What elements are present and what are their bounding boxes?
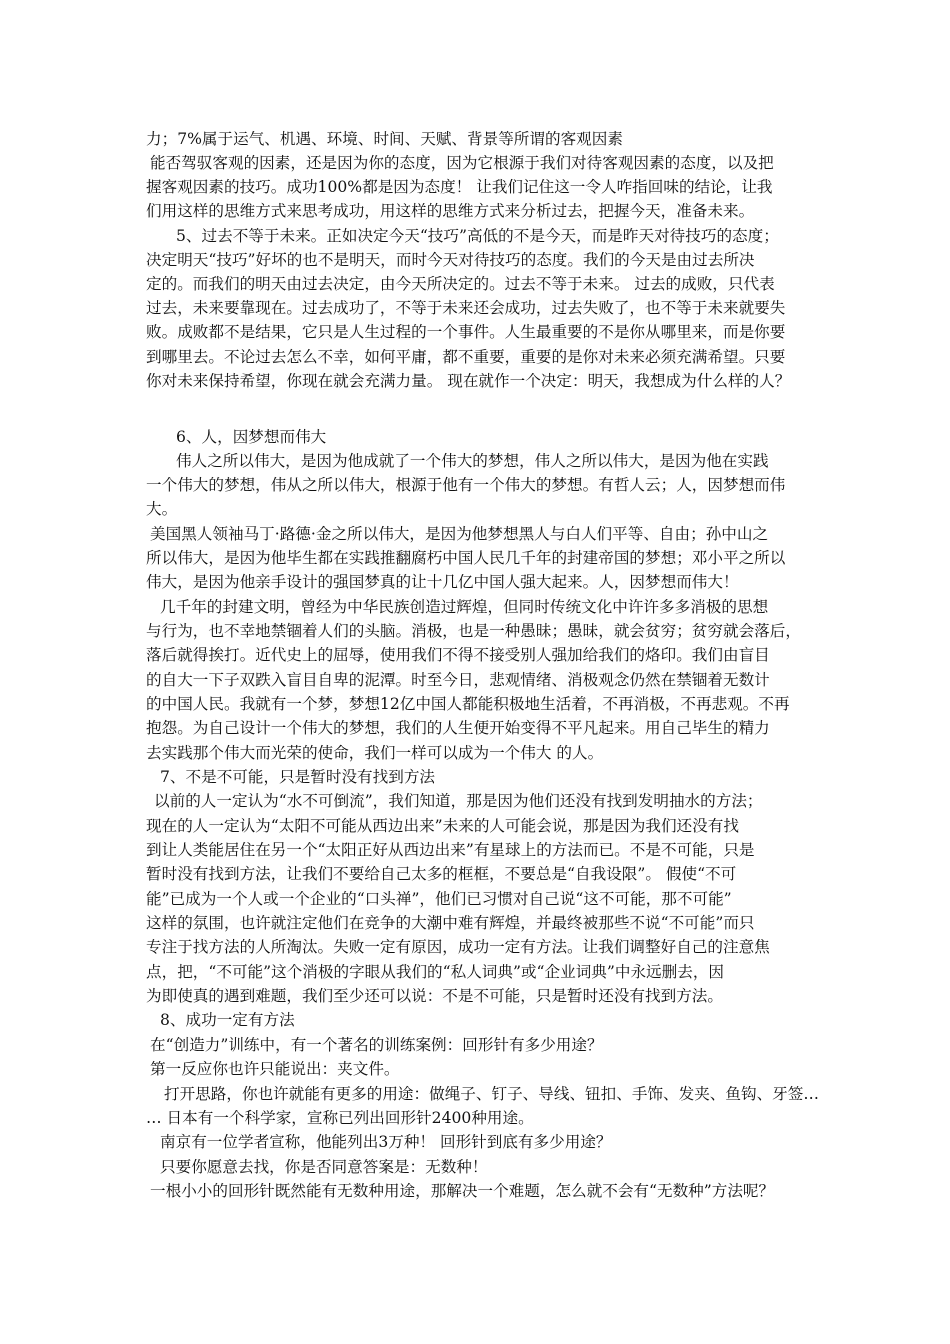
text-line: 能否驾驭客观的因素，还是因为你的态度，因为它根源于我们对待客观因素的态度，以及把 (150, 154, 774, 172)
text-line: 的中国人民。我就有一个梦，梦想12亿中国人都能积极地生活着，不再消极，不再悲观。不再 (146, 695, 790, 713)
text-line: 第一反应你也许只能说出：夹文件。 (150, 1060, 400, 1078)
text-line: 打开思路，你也许就能有更多的用途：做绳子、钉子、导线、钮扣、手饰、发夹、鱼钩、牙签… (164, 1085, 819, 1103)
section-5-heading: 5、过去不等于未来。正如决定今天“技巧”高低的不是今天，而是昨天对待技巧的态度； (176, 227, 779, 245)
text-line: 美国黑人领袖马丁·路德·金之所以伟大，是因为他梦想黑人与白人们平等、自由；孙中山之 (150, 525, 769, 543)
section-6-heading: 6、人，因梦想而伟大 (176, 428, 327, 446)
text-line: 暂时没有找到方法，让我们不要给自己太多的框框，不要总是“自我设限”。 假使“不可 (146, 865, 737, 883)
text-line: 力；7%属于运气、机遇、环境、时间、天赋、背景等所谓的客观因素 (146, 130, 623, 148)
section-7-heading: 7、不是不可能，只是暂时没有找到方法 (160, 768, 436, 786)
text-line: 为即使真的遇到难题，我们至少还可以说：不是不可能，只是暂时还没有找到方法。 (146, 987, 723, 1005)
text-line: 们用这样的思维方式来思考成功，用这样的思维方式来分析过去，把握今天，准备未来。 (146, 202, 755, 220)
text-line: 这样的氛围，也许就注定他们在竞争的大潮中难有辉煌，并最终被那些不说“不可能”而只 (146, 914, 755, 932)
section-8-heading: 8、成功一定有方法 (160, 1011, 295, 1029)
text-line: 大。 (146, 500, 178, 518)
text-line: 的自大一下子双跌入盲目自卑的泥潭。时至今日，悲观情绪、消极观念仍然在禁锢着无数计 (146, 671, 770, 689)
text-line: 几千年的封建文明，曾经为中华民族创造过辉煌，但同时传统文化中许许多多消极的思想 (160, 598, 769, 616)
text-line: 到让人类能居住在另一个“太阳正好从西边出来”有星球上的方法而已。不是不可能，只是 (146, 841, 755, 859)
text-line: 在“创造力”训练中，有一个著名的训练案例：回形针有多少用途？ (150, 1036, 603, 1054)
text-line: 你对未来保持希望，你现在就会充满力量。 现在就作一个决定：明天，我想成为什么样的人？ (146, 372, 791, 390)
text-line: 决定明天“技巧”好坏的也不是明天，而时今天对待技巧的态度。我们的今天是由过去所决 (146, 251, 755, 269)
text-line: 伟大，是因为他亲手设计的强国梦真的让十几亿中国人强大起来。人，因梦想而伟大！ (146, 573, 739, 591)
text-line: 到哪里去。不论过去怎么不幸，如何平庸，都不重要，重要的是你对未来必须充满希望。只要 (146, 348, 786, 366)
text-line: 一个伟大的梦想，伟从之所以伟大，根源于他有一个伟大的梦想。有哲人云；人，因梦想而伟 (146, 476, 786, 494)
text-line: 专注于找方法的人所淘汰。失败一定有原因，成功一定有方法。让我们调整好自己的注意焦 (146, 938, 770, 956)
text-line: 点，把，“不可能”这个消极的字眼从我们的“私人词典”或“企业词典”中永远删去，因 (146, 963, 725, 981)
text-line: 握客观因素的技巧。成功100%都是因为态度！ 让我们记住这一令人咋指回味的结论，让我 (146, 178, 773, 196)
text-line: 所以伟大，是因为他毕生都在实践推翻腐朽中国人民几千年的封建帝国的梦想；邓小平之所以 (146, 549, 786, 567)
text-line: 抱怨。为自己设计一个伟大的梦想，我们的人生便开始变得不平凡起来。用自己毕生的精力 (146, 719, 770, 737)
text-line: 一根小小的回形针既然能有无数种用途，那解决一个难题，怎么就不会有“无数种”方法呢？ (150, 1182, 775, 1200)
text-line: 定的。而我们的明天由过去决定，由今天所决定的。过去不等于未来。 过去的成败，只代表 (146, 275, 775, 293)
text-line: 与行为，也不幸地禁锢着人们的头脑。消极，也是一种愚昧；愚昧，就会贫穷；贫穷就会落后， (146, 622, 801, 640)
text-line: 南京有一位学者宣称，他能列出3万种！ 回形针到底有多少用途？ (160, 1133, 612, 1151)
text-line: … 日本有一个科学家，宣称已列出回形针2400种用途。 (146, 1109, 534, 1127)
text-line: 以前的人一定认为“水不可倒流”，我们知道，那是因为他们还没有找到发明抽水的方法； (154, 792, 763, 810)
text-line: 去实践那个伟大而光荣的使命，我们一样可以成为一个伟大 的人。 (146, 744, 604, 762)
text-line: 现在的人一定认为“太阳不可能从西边出来”未来的人可能会说，那是因为我们还没有找 (146, 817, 739, 835)
text-line: 能”已成为一个人或一个企业的“口头禅”，他们已习惯对自己说“这不可能，那不可能” (146, 890, 732, 908)
text-line: 落后就得挨打。近代史上的屈辱，使用我们不得不接受别人强加给我们的烙印。我们由盲目 (146, 646, 770, 664)
text-line: 过去，未来要靠现在。过去成功了，不等于未来还会成功，过去失败了，也不等于未来就要失 (146, 299, 786, 317)
text-line: 伟人之所以伟大，是因为他成就了一个伟大的梦想，伟人之所以伟大，是因为他在实践 (176, 452, 769, 470)
text-line: 败。成败都不是结果，它只是人生过程的一个事件。人生最重要的不是你从哪里来，而是你要 (146, 323, 786, 341)
text-line: 只要你愿意去找，你是否同意答案是：无数种！ (160, 1158, 488, 1176)
